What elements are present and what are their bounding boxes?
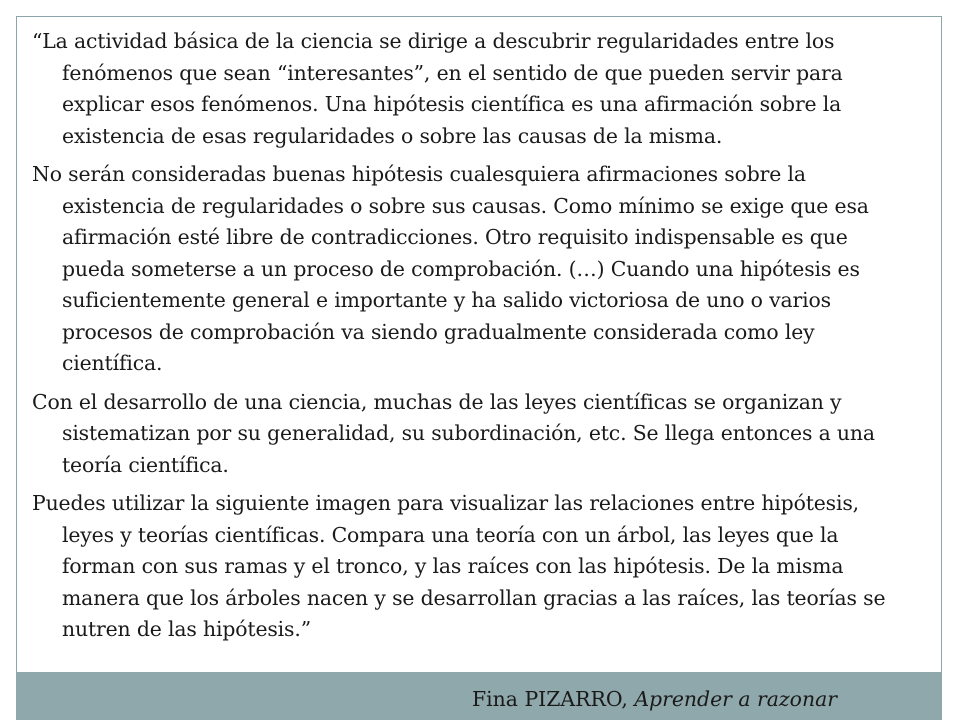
quote-paragraph-4: Puedes utilizar la siguiente imagen para visualizar las relaciones entre hipótesis, leyes y teorías científicas. Compara una teoría con un árbol, las leyes que la forman con sus ramas y el tronco, y las raíces con las hipótesis. De la misma manera que los árboles nacen y se desarrollan gracias a las raíces, las teorías se nutren de las hipótesis.” [32,491,886,641]
attribution-work-title: Aprender a razonar [634,687,837,711]
attribution-author: Fina PIZARRO, [472,687,635,711]
quote-body [32,26,912,653]
quote-paragraph-3: Con el desarrollo de una ciencia, muchas de las leyes científicas se organizan y sistematizan por su generalidad, su subordinación, etc. Se llega entonces a una teoría científica. [32,389,875,477]
quote-paragraph-1: “La actividad básica de la ciencia se dirige a descubrir regularidades entre los fenómenos que sean “interesantes”, en el sentido de que pueden servir para explicar esos fenómenos. Una hipótesis científica es una afirmación sobre la existencia de esas regularidades o sobre las causas de la misma. [32,29,843,148]
quote-paragraph-2: No serán consideradas buenas hipótesis cualesquiera afirmaciones sobre la existencia de regularidades o sobre sus causas. Como mínimo se exige que esa afirmación esté libre de contradicciones. Otro requisito indispensable es que pueda someterse a un proceso de comprobación. (…) Cuando una hipótesis es suficientemente general e importante y ha salido victoriosa de uno o varios procesos de comprobación va siendo gradualmente considerada como ley científica. [32,162,869,375]
attribution [472,684,837,714]
